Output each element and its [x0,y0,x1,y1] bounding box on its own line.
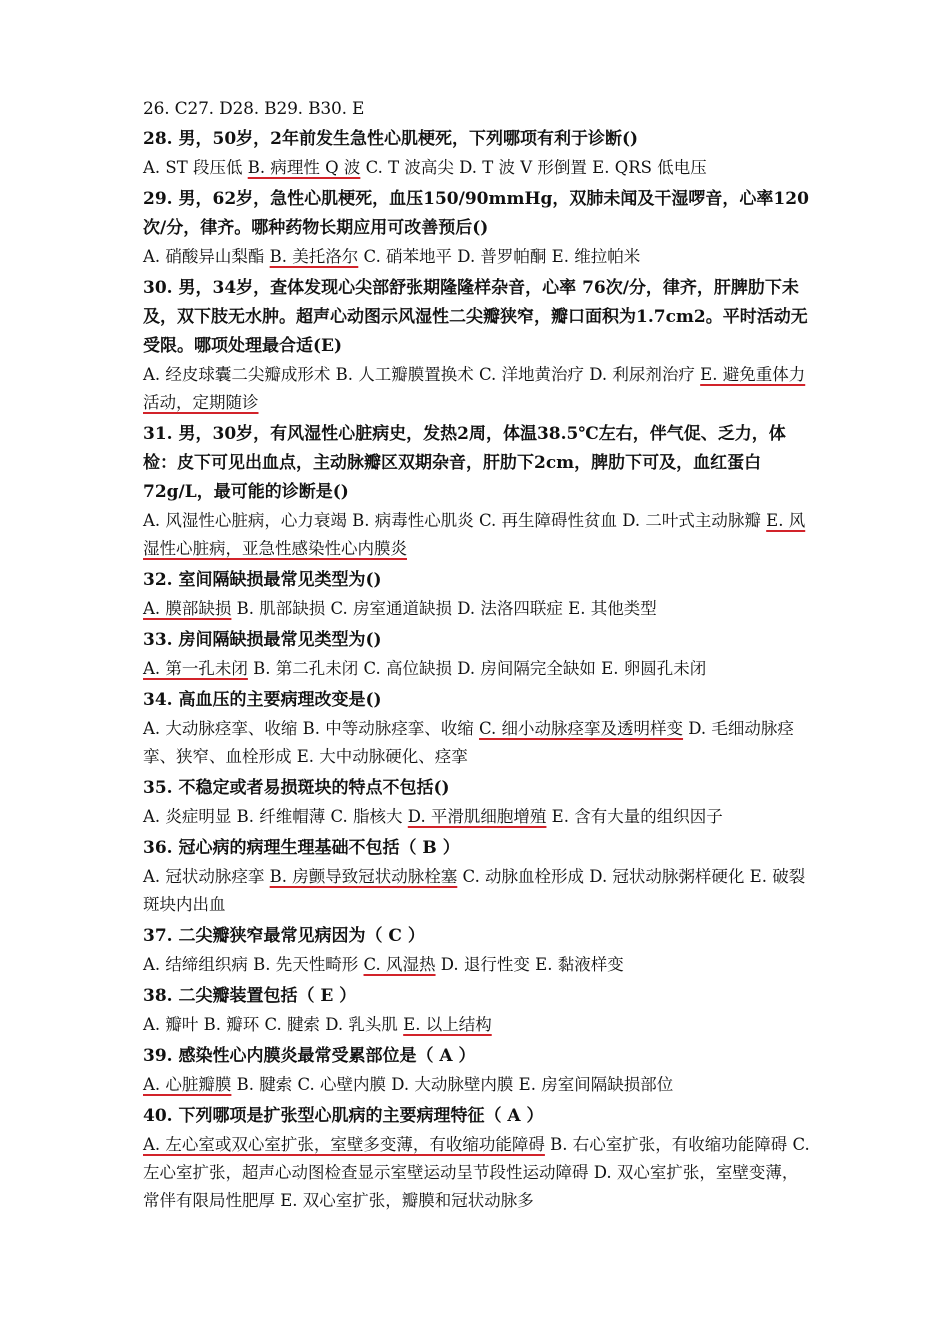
options-after-answer: E. 含有大量的组织因子 [546,807,723,826]
options-before-answer: A. 炎症明显 B. 纤维帽薄 C. 脂核大 [143,807,408,826]
question-stem: 29. 男，62岁，急性心肌梗死，血压150/90mmHg，双肺未闻及干湿啰音，心率120次/分，律齐。哪种药物长期应用可改善预后() [143,189,809,238]
options-after-answer: B. 腱索 C. 心壁内膜 D. 大动脉壁内膜 E. 房室间隔缺损部位 [231,1075,674,1094]
question-options [143,1131,811,1215]
question-stem: 33. 房间隔缺损最常见类型为() [143,630,382,650]
question-options [143,655,811,683]
question-stem: 39. 感染性心内膜炎最常受累部位是（ A ） [143,1046,476,1066]
question-options [143,243,811,271]
question-stem: 31. 男，30岁，有风湿性心脏病史，发热2周，体温38.5℃左右，伴气促、乏力，体检：皮下可见出血点，主动脉瓣区双期杂音，肝肋下2cm，脾肋下可及，血红蛋白72g/L，最可能的诊断是() [143,424,786,502]
underlined-answer: A. 膜部缺损 [143,599,232,618]
underlined-answer: B. 病理性 Q 波 [247,158,361,177]
question-options [143,361,811,417]
underlined-answer: A. 心脏瓣膜 [143,1075,232,1094]
underlined-answer: C. 细小动脉痉挛及透明样变 [479,719,684,738]
options-after-answer: B. 肌部缺损 C. 房室通道缺损 D. 法洛四联症 E. 其他类型 [231,599,657,618]
options-after-answer: C. T 波高尖 D. T 波 V 形倒置 E. QRS 低电压 [360,158,707,177]
options-after-answer: B. 右心室扩张，有收缩功能障碍 C. 左心室扩张，超声心动图检查显示室壁运动呈节段性运动障碍 D. 双心室扩张，室壁变薄，常伴有限局性肥厚 E. 双心室扩张，瓣膜和冠状动脉多 [143,1135,810,1210]
underlined-answer: C. 风湿热 [363,955,436,974]
question-stem: 28. 男，50岁，2年前发生急性心肌梗死，下列哪项有利于诊断() [143,129,639,149]
underlined-answer: A. 左心室或双心室扩张，室壁多变薄，有收缩功能障碍 [143,1135,545,1154]
options-before-answer: A. 硝酸异山梨酯 [143,247,270,266]
underlined-answer: B. 房颤导致冠状动脉栓塞 [269,867,458,886]
question-stem: 36. 冠心病的病理生理基础不包括（ B ） [143,838,460,858]
question-options [143,803,811,831]
question-stem: 40. 下列哪项是扩张型心肌病的主要病理特征（ A ） [143,1106,544,1126]
document-page [143,96,811,1218]
options-before-answer: A. 瓣叶 B. 瓣环 C. 腱索 D. 乳头肌 [143,1015,404,1034]
options-before-answer: A. ST 段压低 [143,158,248,177]
question-options [143,154,811,182]
options-before-answer: A. 结缔组织病 B. 先天性畸形 [143,955,364,974]
question-stem: 30. 男，34岁，查体发现心尖部舒张期隆隆样杂音，心率 76次/分，律齐，肝脾肋下未及，双下肢无水肿。超声心动图示风湿性二尖瓣狭窄，瓣口面积为1.7cm2。平时活动无受限。哪项处理最合适(E) [143,278,808,356]
question-options [143,595,811,623]
question-options [143,507,811,563]
underlined-answer: E. 风湿性心脏病，亚急性感染性心内膜炎 [143,511,806,558]
underlined-answer: E. 避免重体力活动，定期随诊 [143,365,806,412]
question-options [143,1011,811,1039]
options-after-answer: C. 动脉血栓形成 D. 冠状动脉粥样硬化 E. 破裂斑块内出血 [143,867,806,914]
options-after-answer: D. 退行性变 E. 黏液样变 [435,955,624,974]
options-before-answer: A. 冠状动脉痉挛 [143,867,270,886]
underlined-answer: B. 美托洛尔 [269,247,359,266]
options-after-answer: D. 毛细动脉痉挛、狭窄、血栓形成 E. 大中动脉硬化、痉挛 [143,719,794,766]
question-list [143,125,811,1215]
question-stem: 32. 室间隔缺损最常见类型为() [143,570,382,590]
question-options [143,1071,811,1099]
question-options [143,863,811,919]
underlined-answer: A. 第一孔未闭 [143,659,248,678]
options-before-answer: A. 风湿性心脏病，心力衰竭 B. 病毒性心肌炎 C. 再生障碍性贫血 D. 二叶式主动脉瓣 [143,511,767,530]
options-before-answer: A. 经皮球囊二尖瓣成形术 B. 人工瓣膜置换术 C. 洋地黄治疗 D. 利尿剂治疗 [143,365,701,384]
question-stem: 38. 二尖瓣装置包括（ E ） [143,986,357,1006]
question-stem: 34. 高血压的主要病理改变是() [143,690,382,710]
options-after-answer: B. 第二孔未闭 C. 高位缺损 D. 房间隔完全缺如 E. 卵圆孔未闭 [247,659,707,678]
options-after-answer: C. 硝苯地平 D. 普罗帕酮 E. 维拉帕米 [358,247,641,266]
options-before-answer: A. 大动脉痉挛、收缩 B. 中等动脉痉挛、收缩 [143,719,480,738]
question-options [143,951,811,979]
question-stem: 37. 二尖瓣狭窄最常见病因为（ C ） [143,926,425,946]
underlined-answer: E. 以上结构 [403,1015,492,1034]
underlined-answer: D. 平滑肌细胞增殖 [407,807,547,826]
question-stem: 35. 不稳定或者易损斑块的特点不包括() [143,778,450,798]
question-options [143,715,811,771]
answer-key-line: 26. C27. D28. B29. B30. E [143,99,365,119]
